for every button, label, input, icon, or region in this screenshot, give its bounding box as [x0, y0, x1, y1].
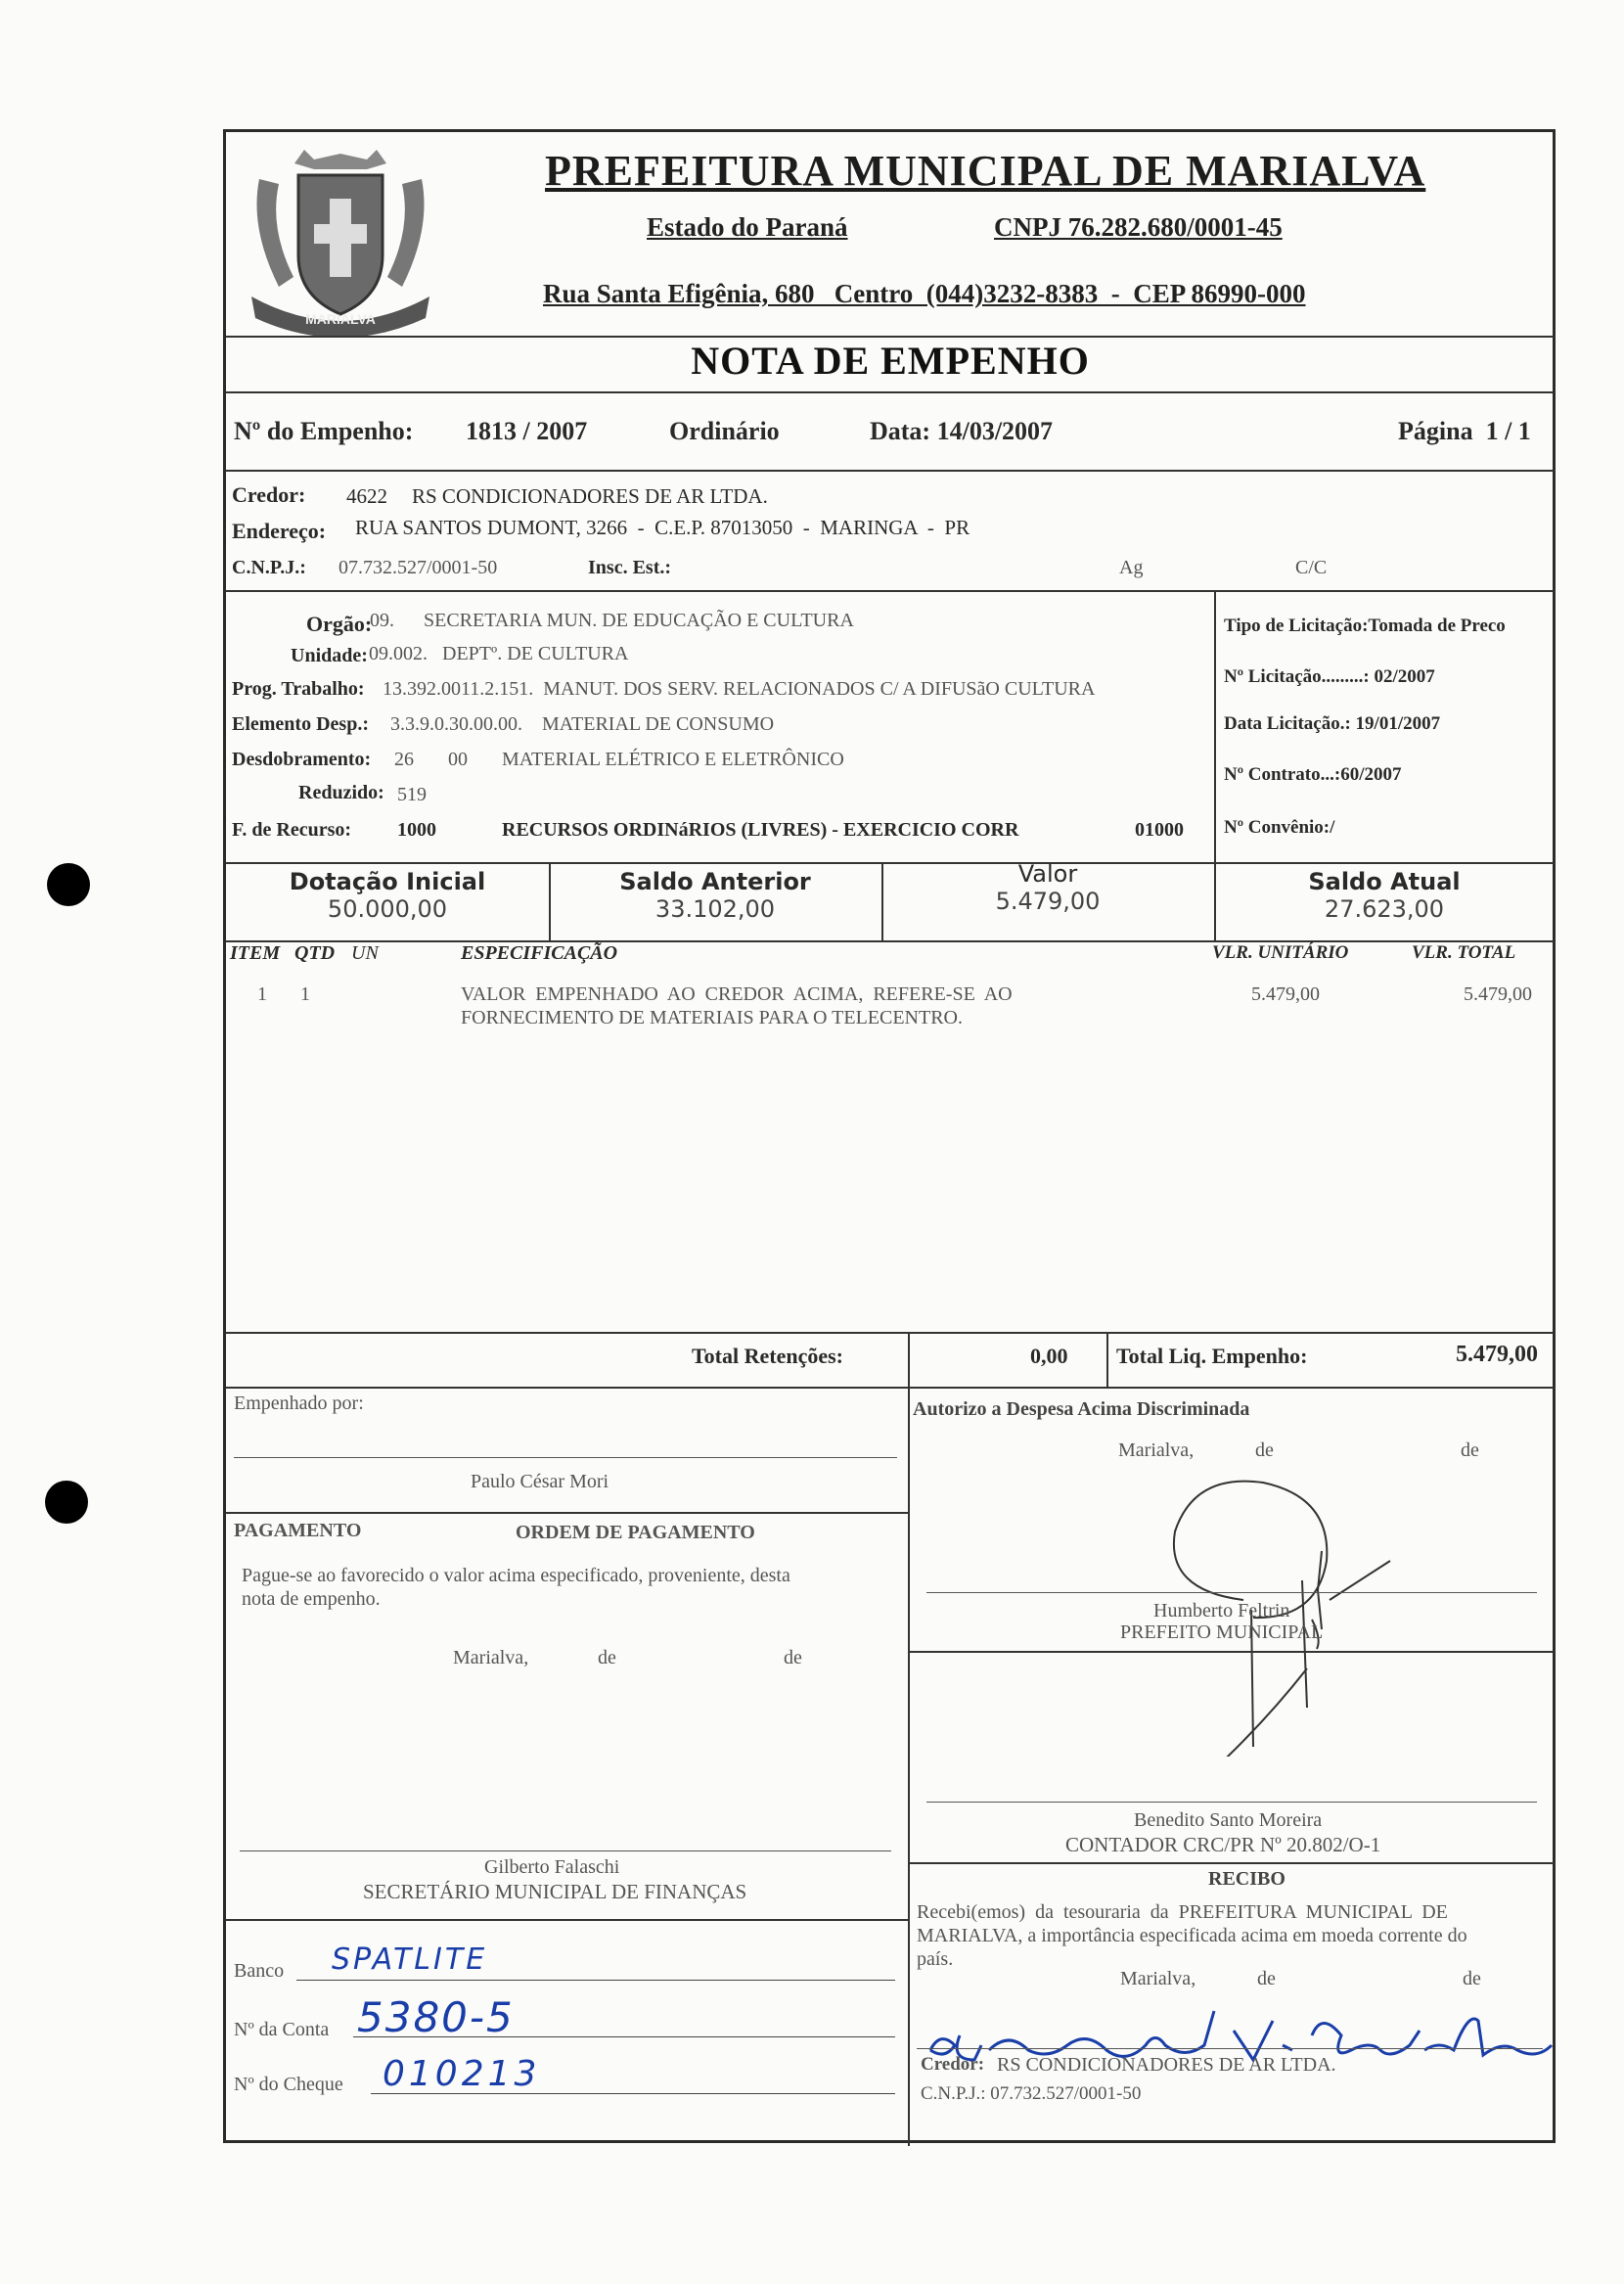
saldo-atual-value: 27.623,00 [1324, 895, 1445, 923]
item-espec-line2: FORNECIMENTO DE MATERIAIS PARA O TELECENTRO. [461, 1007, 963, 1028]
ordem-de-2: de [784, 1647, 802, 1668]
desdobramento-value: 26 00 MATERIAL ELÉTRICO E ELETRÔNICO [394, 749, 844, 770]
ordem-de-1: de [598, 1647, 616, 1668]
punch-hole-top [47, 863, 90, 906]
data-licitacao: Data Licitação.: 19/01/2007 [1224, 713, 1441, 734]
state-label: Estado do Paraná [647, 212, 848, 242]
numero-contrato: Nº Contrato...:60/2007 [1224, 764, 1402, 785]
numero-convenio: Nº Convênio:/ [1224, 817, 1335, 838]
credor-name: RS CONDICIONADORES DE AR LTDA. [412, 484, 768, 508]
orgao-value: 09. SECRETARIA MUN. DE EDUCAÇÃO E CULTURA [370, 610, 854, 631]
recibo-line3: país. [917, 1948, 954, 1970]
municipality-cnpj: CNPJ 76.282.680/0001-45 [994, 212, 1283, 242]
col-vlr-total: VLR. TOTAL [1412, 942, 1516, 963]
dotacao-inicial-label: Dotação Inicial [289, 868, 486, 895]
autorizo-label: Autorizo a Despesa Acima Discriminada [913, 1398, 1250, 1420]
recurso-code: 1000 [397, 819, 436, 841]
doc-title: NOTA DE EMPENHO [691, 339, 1090, 383]
total-liq-value: 5.479,00 [1456, 1342, 1538, 1367]
saldo-atual-label: Saldo Atual [1308, 868, 1461, 895]
prog-value: 13.392.0011.2.151. MANUT. DOS SERV. RELACIONADOS C/ A DIFUSãO CULTURA [383, 678, 1096, 700]
pagamento-label: PAGAMENTO [234, 1520, 362, 1541]
prefeito-title: PREFEITO MUNICIPAL [1120, 1622, 1324, 1643]
credor-label: Credor: [232, 482, 306, 507]
recibo-place: Marialva, [1120, 1968, 1196, 1989]
nota-empenho-form [223, 129, 1556, 2143]
conta-label: Nº da Conta [234, 2019, 330, 2040]
elemento-value: 3.3.9.0.30.00.00. MATERIAL DE CONSUMO [390, 713, 775, 735]
empenhado-por-label: Empenhado por: [234, 1393, 364, 1414]
col-vlr-unitario: VLR. UNITÁRIO [1212, 942, 1349, 963]
dotacao-inicial-value: 50.000,00 [327, 895, 448, 923]
autorizo-place: Marialva, [1118, 1439, 1195, 1461]
punch-hole-bottom [45, 1481, 88, 1524]
credor-receipt-cnpj: C.N.P.J.: 07.732.527/0001-50 [921, 2083, 1142, 2104]
credor-receipt-label: Credor: [921, 2054, 985, 2075]
municipality-address: Rua Santa Efigênia, 680 Centro (044)3232-8383 - CEP 86990-000 [543, 279, 1306, 308]
item-qtd: 1 [300, 983, 310, 1005]
recibo-line1: Recebi(emos) da tesouraria da PREFEITURA MUNICIPAL DE [917, 1901, 1448, 1923]
col-qtd: QTD [294, 942, 336, 964]
credor-code: 4622 [346, 484, 387, 508]
autorizo-de-2: de [1461, 1439, 1479, 1461]
recibo-de-1: de [1257, 1968, 1276, 1989]
item-vlr-unit: 5.479,00 [1251, 983, 1320, 1005]
ag-label: Ag [1119, 557, 1144, 578]
total-retencoes-label: Total Retenções: [692, 1344, 843, 1368]
col-item: ITEM [230, 942, 281, 964]
pague-line1: Pague-se ao favorecido o valor acima especificado, proveniente, desta [242, 1565, 790, 1586]
insc-est-label: Insc. Est.: [588, 557, 672, 578]
recibo-line2: MARIALVA, a importância especificada acima em moeda corrente do [917, 1925, 1467, 1946]
tipo-licitacao: Tipo de Licitação:Tomada de Preco [1224, 616, 1506, 636]
total-liq-label: Total Liq. Empenho: [1116, 1344, 1308, 1368]
empenho-page: Página 1 / 1 [1398, 417, 1531, 445]
endereco-label: Endereço: [232, 519, 327, 543]
cnpj-label: C.N.P.J.: [232, 557, 306, 578]
empenho-date: Data: 14/03/2007 [870, 417, 1054, 445]
prog-label: Prog. Trabalho: [232, 678, 365, 700]
cheque-label: Nº do Cheque [234, 2074, 343, 2095]
pague-line2: nota de empenho. [242, 1588, 381, 1610]
col-un: UN [351, 942, 379, 964]
unidade-value: 09.002. DEPTº. DE CULTURA [369, 643, 629, 664]
valor-value: 5.479,00 [995, 888, 1101, 915]
col-especificacao: ESPECIFICAÇÃO [461, 942, 618, 964]
contador-name: Benedito Santo Moreira [1134, 1809, 1323, 1831]
svg-text:MARIALVA: MARIALVA [305, 311, 376, 327]
recibo-de-2: de [1463, 1968, 1481, 1989]
saldo-anterior-value: 33.102,00 [654, 895, 776, 923]
item-vlr-total: 5.479,00 [1464, 983, 1532, 1005]
banco-label: Banco [234, 1960, 285, 1982]
credor-receipt-name: RS CONDICIONADORES DE AR LTDA. [997, 2054, 1336, 2076]
recurso-desc: RECURSOS ORDINáRIOS (LIVRES) - EXERCICIO CORR [502, 819, 1019, 841]
unidade-label: Unidade: [291, 645, 368, 666]
municipality-title: PREFEITURA MUNICIPAL DE MARIALVA [545, 147, 1426, 195]
autorizo-de-1: de [1255, 1439, 1274, 1461]
banco-value: SPATLITE [332, 1942, 488, 1977]
desdobramento-label: Desdobramento: [232, 749, 372, 770]
secretario-name: Gilberto Falaschi [484, 1856, 620, 1878]
total-retencoes-value: 0,00 [1030, 1344, 1068, 1368]
empenho-type: Ordinário [669, 417, 780, 445]
recibo-title: RECIBO [1208, 1868, 1286, 1890]
reduzido-value: 519 [397, 784, 427, 805]
valor-label: Valor [1017, 860, 1078, 888]
recurso-num: 01000 [1135, 819, 1184, 841]
prefeito-name: Humberto Feltrin [1153, 1600, 1290, 1622]
cheque-value: 010213 [383, 2054, 541, 2094]
elemento-label: Elemento Desp.: [232, 713, 369, 735]
item-number: 1 [257, 983, 267, 1005]
item-espec-line1: VALOR EMPENHADO AO CREDOR ACIMA, REFERE-SE AO [461, 983, 1013, 1005]
credor-cnpj: 07.732.527/0001-50 [338, 557, 498, 578]
ordem-place: Marialva, [453, 1647, 529, 1668]
ordem-pagamento-label: ORDEM DE PAGAMENTO [516, 1522, 755, 1543]
empenho-number: 1813 / 2007 [466, 417, 588, 445]
reduzido-label: Reduzido: [298, 782, 384, 803]
conta-value: 5380-5 [357, 1993, 515, 2041]
orgao-label: Orgão: [306, 612, 373, 636]
credor-address: RUA SANTOS DUMONT, 3266 - C.E.P. 87013050 - MARINGA - PR [355, 516, 970, 539]
recurso-label: F. de Recurso: [232, 819, 352, 841]
secretario-title: SECRETÁRIO MUNICIPAL DE FINANÇAS [363, 1880, 747, 1903]
numero-licitacao: Nº Licitação.........: 02/2007 [1224, 666, 1435, 687]
municipal-crest-icon [240, 140, 441, 336]
empenhado-por-name: Paulo César Mori [471, 1471, 609, 1492]
contador-title: CONTADOR CRC/PR Nº 20.802/O-1 [1065, 1833, 1381, 1856]
cc-label: C/C [1295, 557, 1328, 578]
saldo-anterior-label: Saldo Anterior [619, 868, 811, 895]
empenho-label: Nº do Empenho: [234, 417, 414, 445]
